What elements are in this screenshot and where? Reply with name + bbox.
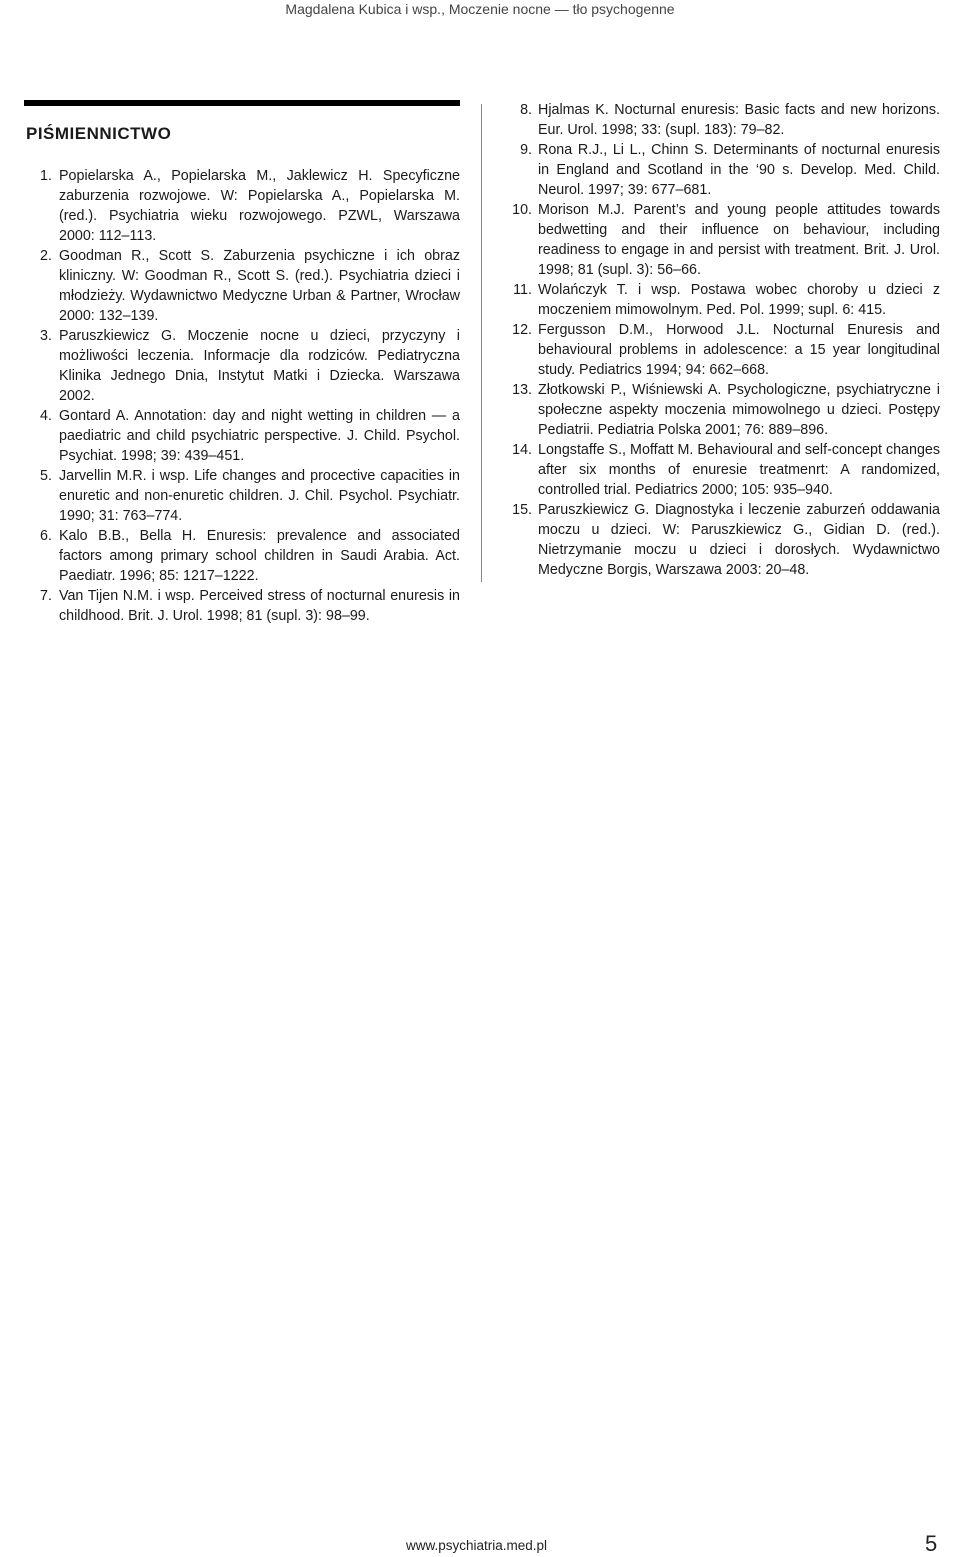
reference-item (510, 140, 940, 200)
reference-text: Fergusson D.M., Horwood J.L. Nocturnal Enuresis and behavioural problems in adolescence: a 15 year longitudinal study. Pediatrics 1994; 94: 662–668. (538, 322, 940, 378)
reference-number: 13. (512, 382, 532, 398)
reference-text: Jarvellin M.R. i wsp. Life changes and procective capacities in enuretic and non-enuretic children. J. Chil. Psychol. Psychiatr. 1990; 31: 763–774. (59, 468, 460, 524)
reference-item (24, 406, 460, 466)
reference-number: 14. (512, 442, 532, 458)
reference-number: 6. (40, 528, 52, 544)
reference-number: 1. (40, 168, 52, 184)
reference-list-left (24, 166, 460, 626)
reference-number: 8. (520, 102, 532, 118)
running-header (0, 0, 960, 17)
reference-number: 4. (40, 408, 52, 424)
reference-text: Popielarska A., Popielarska M., Jaklewicz H. Specyficzne zaburzenia rozwojowe. W: Popielarska A., Popielarska M. (red.). Psychiatria wieku rozwojowego. PZWL, Warszawa 2000: 112–113. (59, 168, 460, 244)
reference-item (24, 526, 460, 586)
reference-text: Złotkowski P., Wiśniewski A. Psychologiczne, psychiatryczne i społeczne aspekty moczenia mimowolnego u dzieci. Postępy Pediatrii. Pediatria Polska 2001; 76: 889–896. (538, 382, 940, 438)
reference-number: 5. (40, 468, 52, 484)
reference-number: 2. (40, 248, 52, 264)
reference-text: Kalo B.B., Bella H. Enuresis: prevalence and associated factors among primary school children in Saudi Arabia. Act. Paediatr. 1996; 85: 1217–1222. (59, 528, 460, 584)
reference-item (24, 466, 460, 526)
reference-number: 10. (512, 202, 532, 218)
reference-text: Wolańczyk T. i wsp. Postawa wobec choroby u dzieci z moczeniem mimowolnym. Ped. Pol. 1999; supl. 6: 415. (538, 282, 940, 318)
reference-item (510, 200, 940, 280)
footer-url[interactable]: www.psychiatria.med.pl (406, 1538, 548, 1553)
reference-number: 15. (512, 502, 532, 518)
reference-text: Rona R.J., Li L., Chinn S. Determinants of nocturnal enuresis in England and Scotland in the ‘90 s. Develop. Med. Child. Neurol. 1997; 39: 677–681. (538, 142, 940, 198)
reference-text: Goodman R., Scott S. Zaburzenia psychiczne i ich obraz kliniczny. W: Goodman R., Scott S. (red.). Psychiatria dzieci i młodzieży. Wydawnictwo Medyczne Urban & Partner, Wrocław 2000: 132–139. (59, 248, 460, 324)
reference-number: 11. (513, 282, 532, 298)
reference-text: Hjalmas K. Nocturnal enuresis: Basic facts and new horizons. Eur. Urol. 1998; 33: (supl. 183): 79–82. (538, 102, 940, 138)
reference-item (24, 586, 460, 626)
reference-list-right (510, 100, 940, 580)
reference-text: Paruszkiewicz G. Diagnostyka i leczenie zaburzeń oddawania moczu u dzieci. W: Paruszkiewicz G., Gidian D. (red.). Nietrzymanie moczu u dzieci i dorosłych. Wydawnictwo Medyczne Borgis, Warszawa 2003: 20–48. (538, 502, 940, 578)
reference-item (510, 280, 940, 320)
section-rule (24, 100, 460, 106)
page-number: 5 (925, 1531, 938, 1556)
column-divider (481, 104, 482, 582)
header-authors: Magdalena Kubica i wsp., (285, 1, 445, 17)
section-title: PIŚMIENNICTWO (26, 124, 172, 143)
reference-item (510, 380, 940, 440)
reference-text: Longstaffe S., Moffatt M. Behavioural and self-concept changes after six months of enuresie treatmenrt: A randomized, controlled trial. Pediatrics 2000; 105: 935–940. (538, 442, 940, 498)
reference-number: 9. (520, 142, 532, 158)
reference-number: 3. (40, 328, 52, 344)
reference-item (510, 440, 940, 500)
reference-text: Paruszkiewicz G. Moczenie nocne u dzieci, przyczyny i możliwości leczenia. Informacje dla rodziców. Pediatryczna Klinika Jednego Dnia, Instytut Matki i Dziecka. Warszawa 2002. (59, 328, 460, 404)
reference-item (24, 326, 460, 406)
reference-item (510, 500, 940, 580)
left-column (24, 100, 460, 626)
reference-item (510, 320, 940, 380)
header-title: Moczenie nocne — tło psychogenne (448, 1, 675, 17)
reference-item (510, 100, 940, 140)
reference-text: Gontard A. Annotation: day and night wetting in children — a paediatric and child psychiatric perspective. J. Child. Psychol. Psychiat. 1998; 39: 439–451. (59, 408, 460, 464)
right-column (510, 100, 940, 580)
reference-item (24, 246, 460, 326)
reference-number: 12. (512, 322, 532, 338)
reference-number: 7. (40, 588, 52, 604)
reference-text: Morison M.J. Parent’s and young people attitudes towards bedwetting and their influence on behaviour, including readiness to engage in and persist with treatment. Brit. J. Urol. 1998; 81 (supl. 3): 56–66. (538, 202, 940, 278)
reference-text: Van Tijen N.M. i wsp. Perceived stress of nocturnal enuresis in childhood. Brit. J. Urol. 1998; 81 (supl. 3): 98–99. (59, 588, 460, 624)
reference-item (24, 166, 460, 246)
